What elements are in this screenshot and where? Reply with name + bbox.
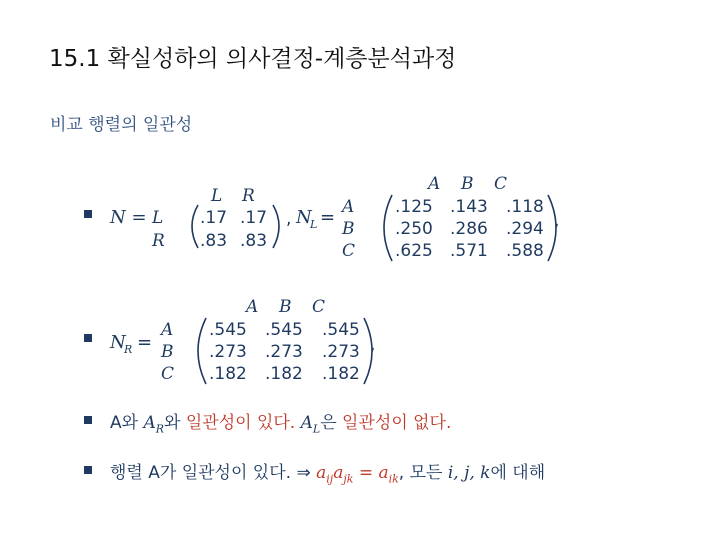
formula-equals: = (358, 463, 374, 483)
implies-arrow: ⇒ (296, 463, 311, 483)
matrix-nl (295, 174, 559, 261)
index-vars: i, j, k (447, 463, 491, 483)
condition-text: , 모든 (398, 463, 448, 483)
matrix-n (109, 186, 291, 251)
matrix-n-cell: .83 (200, 231, 228, 251)
matrix-nl-cell: .286 (450, 219, 488, 239)
matrix-nl-col-label: A (428, 174, 441, 194)
matrix-nl-left-paren (384, 195, 392, 261)
matrix-nr-cell: .545 (265, 320, 303, 340)
svg-text:,: , (554, 211, 560, 231)
svg-text:,: , (286, 209, 292, 229)
matrix-nr-left-paren (198, 318, 206, 384)
matrix-nr-cell: .273 (265, 342, 303, 362)
matrix-nr-cell: .545 (322, 320, 360, 340)
matrix-nr-row-label: C (161, 364, 175, 384)
matrix-nr-col-label: A (246, 297, 259, 317)
matrix-n-col-label: R (242, 186, 255, 206)
matrix-nl-col-label: C (494, 174, 508, 194)
matrix-nr-row-label: A (161, 320, 174, 340)
matrix-nr (109, 297, 375, 384)
matrix-nl-cell: .118 (506, 197, 544, 217)
matrix-n-cell: .17 (240, 208, 268, 228)
consistency-statement (110, 408, 451, 435)
matrix-n-left-paren (192, 205, 198, 248)
bullet-marker (84, 466, 92, 474)
matrix-nl-col-label: B (461, 174, 474, 194)
matrix-nl-cell: .588 (506, 241, 544, 261)
matrix-nr-cell: .182 (265, 364, 303, 384)
matrix-nr-lhs: N (110, 332, 126, 353)
matrix-nl-cell: .250 (395, 219, 433, 239)
matrix-nl-row-label: B (342, 219, 355, 239)
matrix-ar-sub: R (155, 422, 165, 436)
formula-a-ik: $a_{ik}$ (378, 463, 399, 486)
condition-text: 에 대해 (490, 463, 546, 483)
matrix-n-right-paren (273, 205, 279, 248)
matrix-nl-eq: = (320, 207, 336, 228)
matrix-n-row-label: R (152, 231, 165, 251)
matrix-nl-row-label: A (342, 197, 355, 217)
matrix-nl-cell: .143 (450, 197, 488, 217)
matrix-nr-col-label: C (312, 297, 326, 317)
matrix-nr-lhs-sub: R (124, 343, 133, 356)
matrix-nl-cell: .294 (506, 219, 544, 239)
matrix-nr-cell: .182 (322, 364, 360, 384)
matrix-nr-cell: .545 (209, 320, 247, 340)
statement-text: 와 (164, 413, 186, 433)
matrix-nl-cell: .571 (450, 241, 488, 261)
matrix-n-lhs: N = (110, 207, 147, 228)
consistency-condition (110, 458, 545, 485)
matrix-nl-row-label: C (342, 241, 356, 261)
svg-text:,: , (370, 335, 376, 355)
inconsistent-text: 일관성이 없다. (342, 413, 452, 433)
section-subtitle: 비교 행렬의 일관성 (50, 115, 193, 135)
matrix-n-cell: .17 (200, 208, 228, 228)
matrix-al-sub: L (312, 422, 321, 436)
formula-a-jk: $a_{jk}$ (333, 463, 354, 486)
matrix-nl-cell: .625 (395, 241, 433, 261)
matrix-nl-lhs: N (296, 207, 312, 228)
statement-text: A와 (110, 413, 144, 433)
matrix-nl-lhs-sub: L (310, 218, 318, 231)
matrix-nl-cell: .125 (395, 197, 433, 217)
matrix-nr-cell: .273 (209, 342, 247, 362)
matrix-n-col-label: L (211, 186, 223, 206)
matrix-nr-eq: = (137, 332, 153, 353)
consistent-text: 일관성이 있다. (185, 413, 296, 433)
statement-text: 은 (320, 413, 343, 433)
matrix-ar-symbol: A (143, 413, 156, 433)
bullet-marker (84, 416, 92, 424)
page-title: 15.1 확실성하의 의사결정-계층분석과정 (49, 46, 457, 72)
matrix-nr-cell: .273 (322, 342, 360, 362)
condition-text: 행렬 A가 일관성이 있다. (110, 463, 292, 483)
matrix-al-symbol: A (300, 413, 313, 433)
matrix-nr-cell: .182 (209, 364, 247, 384)
matrix-nr-col-label: B (279, 297, 292, 317)
matrix-n-row-label: L (152, 208, 164, 228)
matrix-nr-row-label: B (161, 342, 174, 362)
matrix-n-cell: .83 (240, 231, 268, 251)
formula-a-ij: $a_{ij}$ (316, 463, 334, 486)
